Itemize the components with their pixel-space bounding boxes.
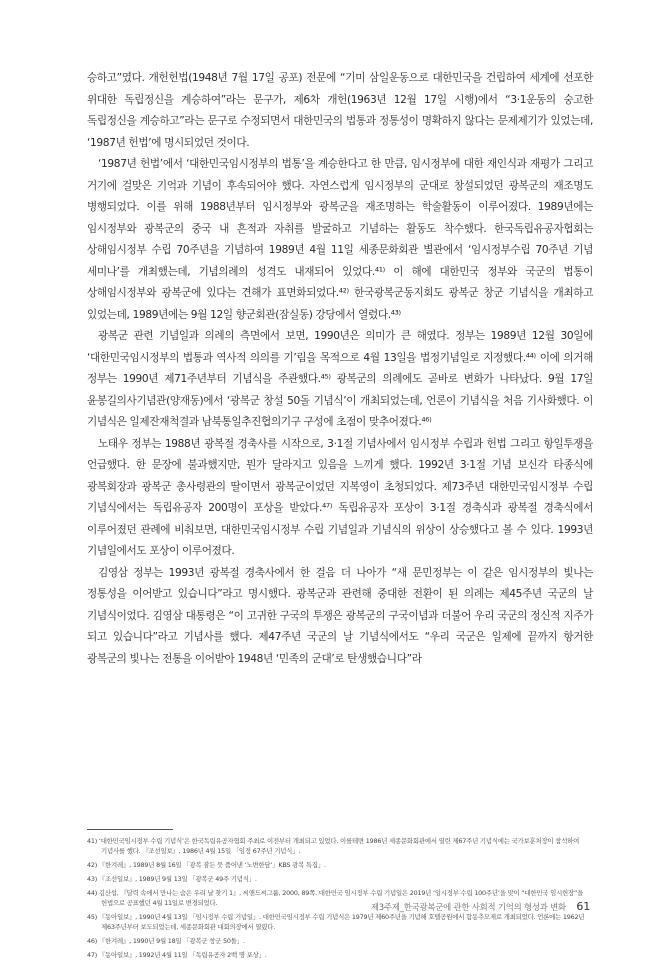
paragraph: 승하고”였다. 개헌헌법(1948년 7월 17일 공포) 전문에 “기미 삼일운동으로 대한민국을 건립하여 세계에 선포한 위대한 독립정신을 계승하여”라는 문구가, 제6차 개헌(1963년 12월 17일 시행)에서 “3·1운동의 숭고한 독립정신을 계승하고”라는 문구로 수정되면서 대한민국의 법통과 정통성이 명확하지 않다는 문제제기가 있었는데, ‘1987년 헌법’에 명시되었던 것이다. [87,72,593,149]
paragraph: 김영삼 정부는 1993년 광복절 경축사에서 한 걸음 더 나아가 “새 문민정부는 이 같은 임시정부의 빛나는 정통성을 이어받고 있습니다”라고 명시했다. 광복군과 관련해 중대한 전환이 된 의례는 제45주년 국군의 날 기념식이었다. 김영삼 대통령은 “이 고귀한 구국의 투쟁은 광복군의 구국이념과 더불어 우리 국군의 정신적 지주가 되고 있습니다”라고 기념사를 했다. 제47주년 국군의 날 기념식에서도 “우리 국군은 일제에 끝까지 항거한 광복군의 빛나는 전통을 이어받아 1948년 ‘민족의 군대’로 탄생했습니다”라 [87,566,593,665]
footnote: 47) 『동아일보』, 1992년 4월 11일 「독립유공자 2백 명 포상」. [87,951,267,959]
paragraph: 광복군 관련 기념일과 의례의 측면에서 보면, 1990년은 의미가 큰 해였다. 정부는 1989년 12월 30일에 ‘대한민국임시정부의 법통과 역사적 의의를 기’림을 목적으로 4월 13일을 법정기념일로 지정했다.⁴⁴⁾ 이에 의거해 정부는 1990년 제71주년부터 기념식을 주관했다.⁴⁵⁾ 광복군의 의례에도 곧바로 변화가 나타났다. 9월 17일 윤봉길의사기념관(양재동)에서 ‘광복군 창설 50돌 기념식’이 개최되었는데, 언론이 기념식을 처음 기사화했다. 이 기념식은 일제잔재척결과 남북통일추진협의기구 구성에 초점이 맞추어졌다.⁴⁶⁾ [87,330,593,428]
footnote: 41) ‘대한민국임시정부 수립 기념식’은 한국독립유공자협회 주최로 이전부터 개최되고 있었다. 이를테면 1986년 세종문화회관에서 열린 제67주년 기념식에는 국가보훈처장이 참석하여 기념사를 했다. 『조선일보』, 1986년 4월 15일 「임정 67주년 기념식」. [87,837,580,855]
body-text [87,68,593,670]
footnote-divider [87,829,173,830]
running-title: 제3주제_한국광복군에 관한 사회적 기억의 형성과 변화 [370,902,566,912]
page-number: 61 [576,900,590,913]
footnote: 42) 『한겨레』, 1989년 8월 16일 「광복 잠든 뭇 품어낸 ‘노변한담’」KBS 광복 특집」. [87,861,326,869]
footnote: 43) 『조선일보』, 1989년 9월 13일 「광복군 49주 기념식」. [87,875,257,883]
page-footer [371,900,590,913]
footnote: 46) 『한겨레』, 1990년 9월 18일 「광복군 창군 50돌」. [87,937,245,945]
paragraph: ‘1987년 헌법’에서 ‘대한민국임시정부의 법통’을 계승한다고 한 만큼, 임시정부에 대한 재인식과 재평가 그리고 거기에 걸맞은 기억과 기념이 후속되어야 했다. 자연스럽게 임시정부의 군대로 창설되었던 광복군의 재조명도 병행되었다. 이를 위해 1988년부터 임시정부와 광복군을 재조명하는 학술활동이 이루어졌다. 1989년에는 임시정부와 광복군의 중국 내 흔적과 자취를 발굴하고 기념하는 활동도 착수했다. 한국독립유공자협회는 상해임시정부 수립 70주년을 기념하여 1989년 4월 11일 세종문화회관 별관에서 ‘임시정부수립 70주년 기념 세미나’를 개최했는데, 기념의례의 성격도 내재되어 있었다.⁴¹⁾ 이 해에 대한민국 정부와 국군의 법통이 상해임시정부와 광복군에 있다는 견해가 표면화되었다.⁴²⁾ 한국광복군동지회도 광복군 창군 기념식을 개최하고 있었는데, 1989년에는 9월 12일 향군회관(잠실동) 강당에서 열렸다.⁴³⁾ [87,158,593,321]
footnote: 44) 김산섭, 『달력 속에서 만나는 숨은 우리 날 찾기 1』, 씨앤드씨그룹, 2000, 89쪽. 대한민국 임시정부 수립 기념일은 2019년 ‘임시정부 수립 100주년’을 맞이 “대한민국 임시헌장”을 헌법으로 공표했던 4월 11일로 변경되었다. [87,889,584,907]
footnote: 45) 『동아일보』, 1990년 4월 13일 「임시정부 수립 기념일」. 대한민국임시정부 수립 기념식은 1979년 제60주년을 기념해 호텔공원에서 합동추모제로 개최되었다. 언론에는 1962년 제63주년부터 보도되었는데, 세종문화회관 대회의장에서 열렸다. [87,913,585,931]
paragraph: 노태우 정부는 1988년 광복절 경축사를 시작으로, 3·1절 기념사에서 임시정부 수립과 헌법 그리고 항일투쟁을 언급했다. 한 문장에 불과했지만, 뭔가 달라지고 있음을 느끼게 했다. 1992년 3·1절 기념 보신각 타종식에 광복회장과 광복군 총사령관의 딸이면서 광복군이었던 지복영이 초청되었다. 제73주년 대한민국임시정부 수립 기념식에서는 독립유공자 200명이 포상을 받았다.⁴⁷⁾ 독립유공자 포상이 3·1절 경축식과 광복절 경축식에서 이루어졌던 관례에 비춰보면, 대한민국임시정부 수립 기념일과 기념식의 위상이 상승했다고 볼 수 있다. 1993년 기념일에서도 포상이 이루어졌다. [87,437,593,557]
